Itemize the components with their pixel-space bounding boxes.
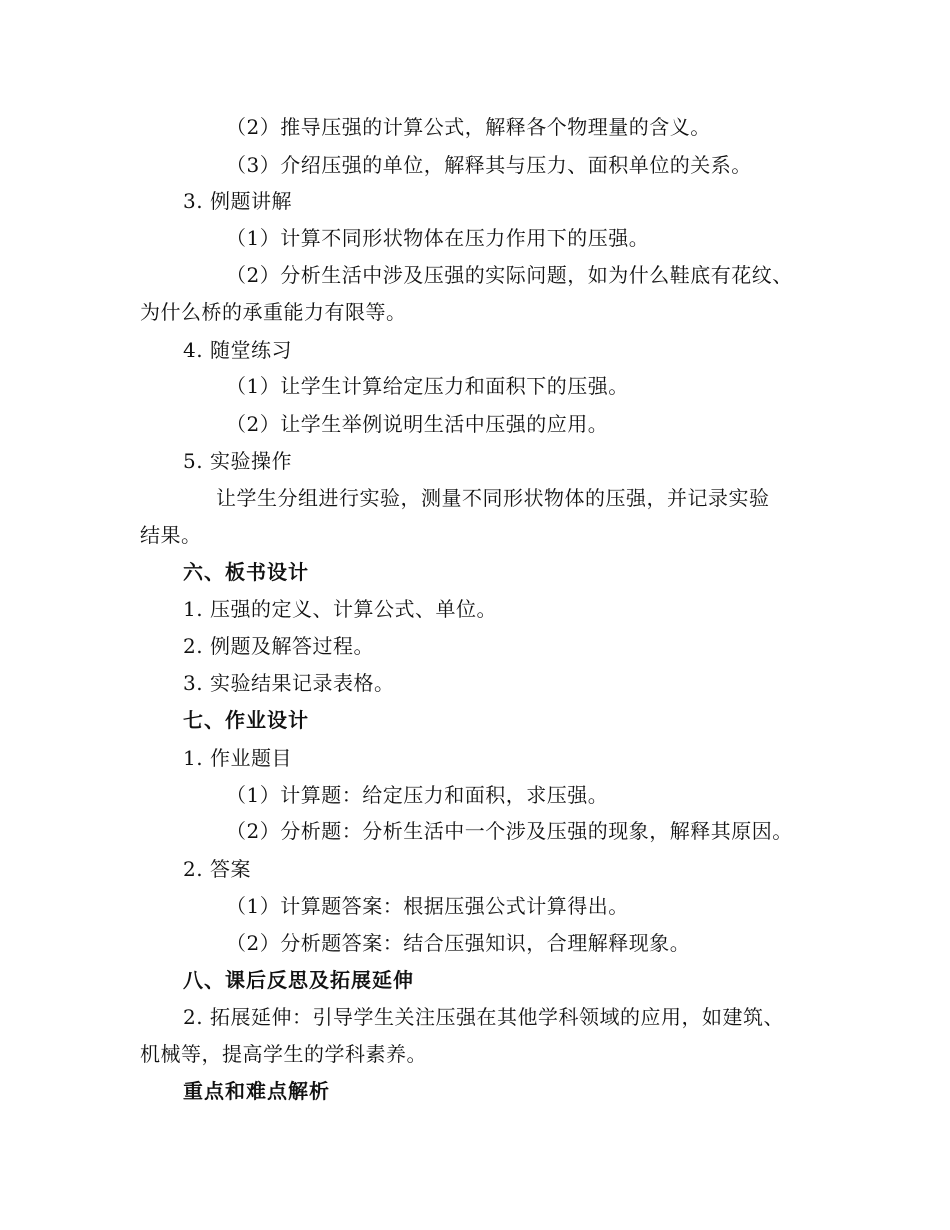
text-line: （2）分析题答案：结合压强知识，合理解释现象。	[226, 931, 691, 955]
text-line: （2）推导压强的计算公式，解释各个物理量的含义。	[226, 115, 711, 139]
text-line: （1）计算题答案：根据压强公式计算得出。	[226, 894, 629, 918]
list-item: 3. 实验结果记录表格。	[183, 671, 395, 695]
text-line: 让学生分组进行实验，测量不同形状物体的压强，并记录实验	[216, 486, 770, 510]
text-line: （3）介绍压强的单位，解释其与压力、面积单位的关系。	[226, 153, 752, 177]
list-item: 2. 例题及解答过程。	[183, 634, 374, 658]
section-heading: 八、课后反思及拓展延伸	[183, 968, 414, 992]
list-item-heading: 1. 作业题目	[183, 746, 292, 770]
text-line: （1）计算题：给定压力和面积，求压强。	[226, 783, 609, 807]
text-line: 结果。	[140, 523, 202, 547]
text-line: （2）分析生活中涉及压强的实际问题，如为什么鞋底有花纹、	[226, 263, 793, 287]
section-heading: 重点和难点解析	[183, 1079, 330, 1103]
list-item-heading: 3. 例题讲解	[183, 189, 292, 213]
text-line: （2）让学生举例说明生活中压强的应用。	[226, 412, 609, 436]
text-line: （1）计算不同形状物体在压力作用下的压强。	[226, 226, 650, 250]
list-item-heading: 2. 答案	[183, 857, 251, 881]
text-line: 为什么桥的承重能力有限等。	[140, 300, 407, 324]
section-heading: 六、板书设计	[183, 560, 309, 584]
text-line: 2. 拓展延伸：引导学生关注压强在其他学科领域的应用，如建筑、	[183, 1005, 784, 1029]
text-line: （1）让学生计算给定压力和面积下的压强。	[226, 374, 629, 398]
list-item-heading: 5. 实验操作	[183, 449, 292, 473]
list-item: 1. 压强的定义、计算公式、单位。	[183, 597, 497, 621]
text-line: 机械等，提高学生的学科素养。	[140, 1042, 427, 1066]
section-heading: 七、作业设计	[183, 708, 309, 732]
text-line: （2）分析题：分析生活中一个涉及压强的现象，解释其原因。	[226, 819, 793, 843]
list-item-heading: 4. 随堂练习	[183, 338, 292, 362]
